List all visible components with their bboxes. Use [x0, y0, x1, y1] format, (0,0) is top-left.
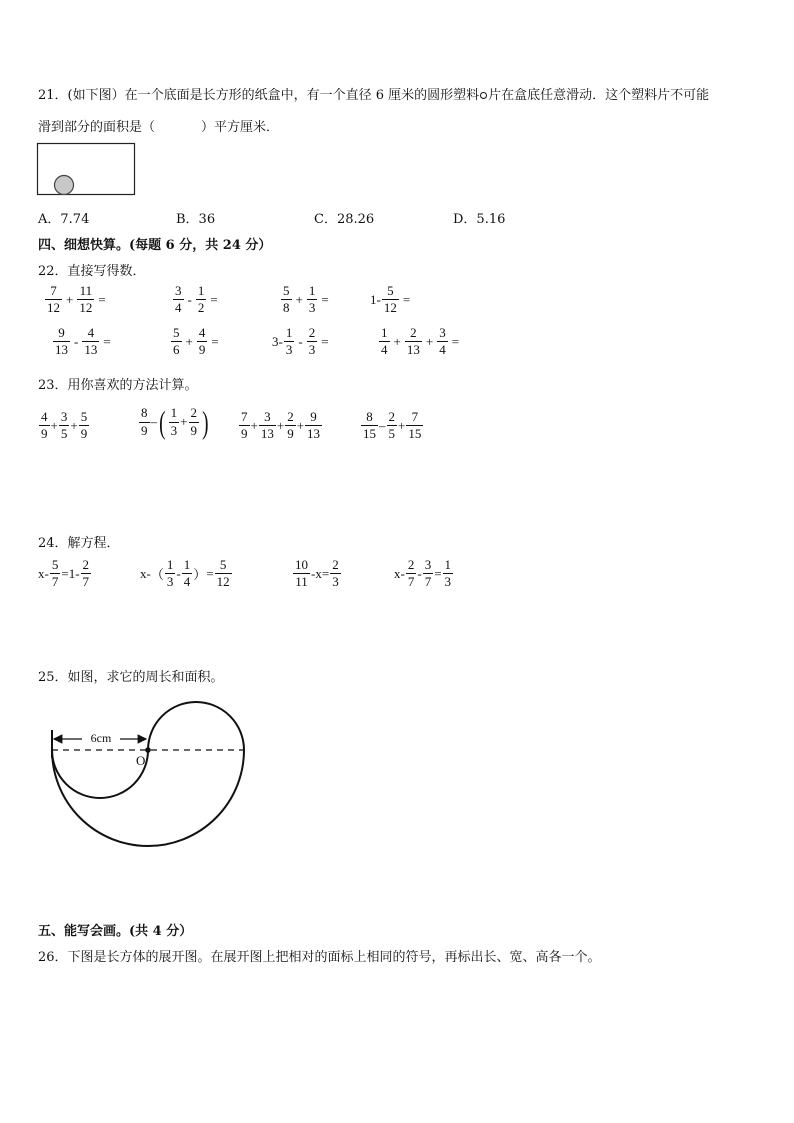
q24-equation-3: $\frac{10}{11}$ - x = $\frac{2}{3}$	[295, 557, 339, 590]
q22-item-2: $\frac{3}{4}$ - $\frac{1}{2}$ =	[175, 283, 218, 316]
fraction: $\frac{4}{9}$	[198, 325, 206, 358]
q22-item-7: 3- $\frac{1}{3}$ - $\frac{2}{3}$ =	[272, 325, 329, 358]
box-with-disc-diagram	[36, 142, 138, 198]
q23-expr-4: $\frac{8}{15}$ – $\frac{2}{5}$ + $\frac{7}{15}$	[363, 409, 422, 442]
q23-title: 23．用你喜欢的方法计算。	[38, 378, 198, 393]
q24-equation-4: x - $\frac{2}{7}$ - $\frac{3}{7}$ = $\frac{1}{3}$	[394, 557, 452, 590]
fraction: $\frac{1}{2}$	[197, 283, 205, 316]
fraction: $\frac{1}{3}$	[285, 325, 293, 358]
fraction: $\frac{3}{4}$	[175, 283, 182, 316]
center-point-o	[145, 747, 151, 753]
q24-equation-1: x - $\frac{5}{7}$ = 1 - $\frac{2}{7}$	[38, 557, 90, 590]
small-circle-icon	[480, 92, 487, 99]
length-label: 6cm	[90, 731, 112, 745]
q22-item-3: $\frac{5}{8}$ + $\frac{1}{3}$ =	[283, 283, 329, 316]
fraction: $\frac{5}{8}$	[283, 283, 290, 316]
q23-expr-3: $\frac{7}{9}$ + $\frac{3}{13}$ + $\frac{2}{9}$ + $\frac{9}{13}$	[241, 409, 321, 442]
rectangle-box	[38, 144, 135, 195]
spiral-shape-diagram	[40, 688, 260, 864]
q22-item-4: 1- $\frac{5}{12}$ =	[370, 283, 411, 316]
section4-title: 四、细想快算。(每题 6 分，共 24 分）	[38, 238, 272, 253]
q25-title: 25．如图，求它的周长和面积。	[38, 670, 224, 685]
fraction: $\frac{5}{6}$	[173, 325, 180, 358]
q22-item-1: $\frac{7}{12}$ + $\frac{11}{12}$ =	[47, 283, 106, 316]
q22-title: 22．直接写得数．	[38, 264, 146, 279]
fraction: $\frac{7}{12}$	[47, 283, 60, 316]
large-arc	[52, 750, 244, 846]
fraction: $\frac{2}{3}$	[308, 325, 316, 358]
q21-option-a[interactable]: A．7.74	[38, 212, 90, 227]
q21-option-d[interactable]: D．5.16	[453, 212, 506, 227]
fraction: $\frac{11}{12}$	[79, 283, 93, 316]
fraction: $\frac{5}{12}$	[383, 283, 397, 316]
q22-item-6: $\frac{5}{6}$ + $\frac{4}{9}$ =	[173, 325, 219, 358]
fraction: $\frac{1}{4}$	[381, 325, 388, 358]
q23-expr-2: $\frac{8}{9}$ – ( $\frac{1}{3}$ + $\frac{2}{9}$ )	[141, 404, 209, 440]
fraction: $\frac{3}{4}$	[439, 325, 446, 358]
fraction: $\frac{4}{13}$	[84, 325, 98, 358]
q22-item-5: $\frac{9}{13}$ - $\frac{4}{13}$ =	[55, 325, 111, 358]
q22-item-8: $\frac{1}{4}$ + $\frac{2}{13}$ + $\frac{3}{4}$ =	[381, 325, 460, 358]
section5-title: 五、能写会画。(共 4 分）	[38, 924, 193, 939]
fraction: $\frac{1}{3}$	[308, 283, 316, 316]
q21-text-line1: 21．(如下图）在一个底面是长方形的纸盒中，有一个直径 6 厘米的圆形塑料 片在盒底任意滑动．这个塑料片不可能	[38, 88, 710, 103]
q23-expr-1: $\frac{4}{9}$ + $\frac{3}{5}$ + $\frac{5}{9}$	[41, 409, 88, 442]
center-label: O	[136, 753, 146, 768]
fraction: $\frac{2}{13}$	[406, 325, 420, 358]
q21-text-line2: 滑到部分的面积是（ ）平方厘米．	[38, 120, 280, 135]
medium-arc	[148, 702, 244, 750]
fraction: $\frac{9}{13}$	[55, 325, 68, 358]
round-disc	[55, 176, 74, 195]
q21-option-c[interactable]: C．28.26	[314, 212, 375, 227]
q24-title: 24．解方程．	[38, 536, 120, 551]
small-arc	[52, 750, 148, 798]
q21-option-b[interactable]: B．36	[176, 212, 216, 227]
q26-text: 26．下图是长方体的展开图。在展开图上把相对的面标上相同的符号，再标出长、宽、高各一个。	[38, 950, 601, 965]
q24-equation-2: x - （ $\frac{1}{3}$ - $\frac{1}{4}$ ） = $\frac{5}{12}$	[140, 557, 230, 590]
